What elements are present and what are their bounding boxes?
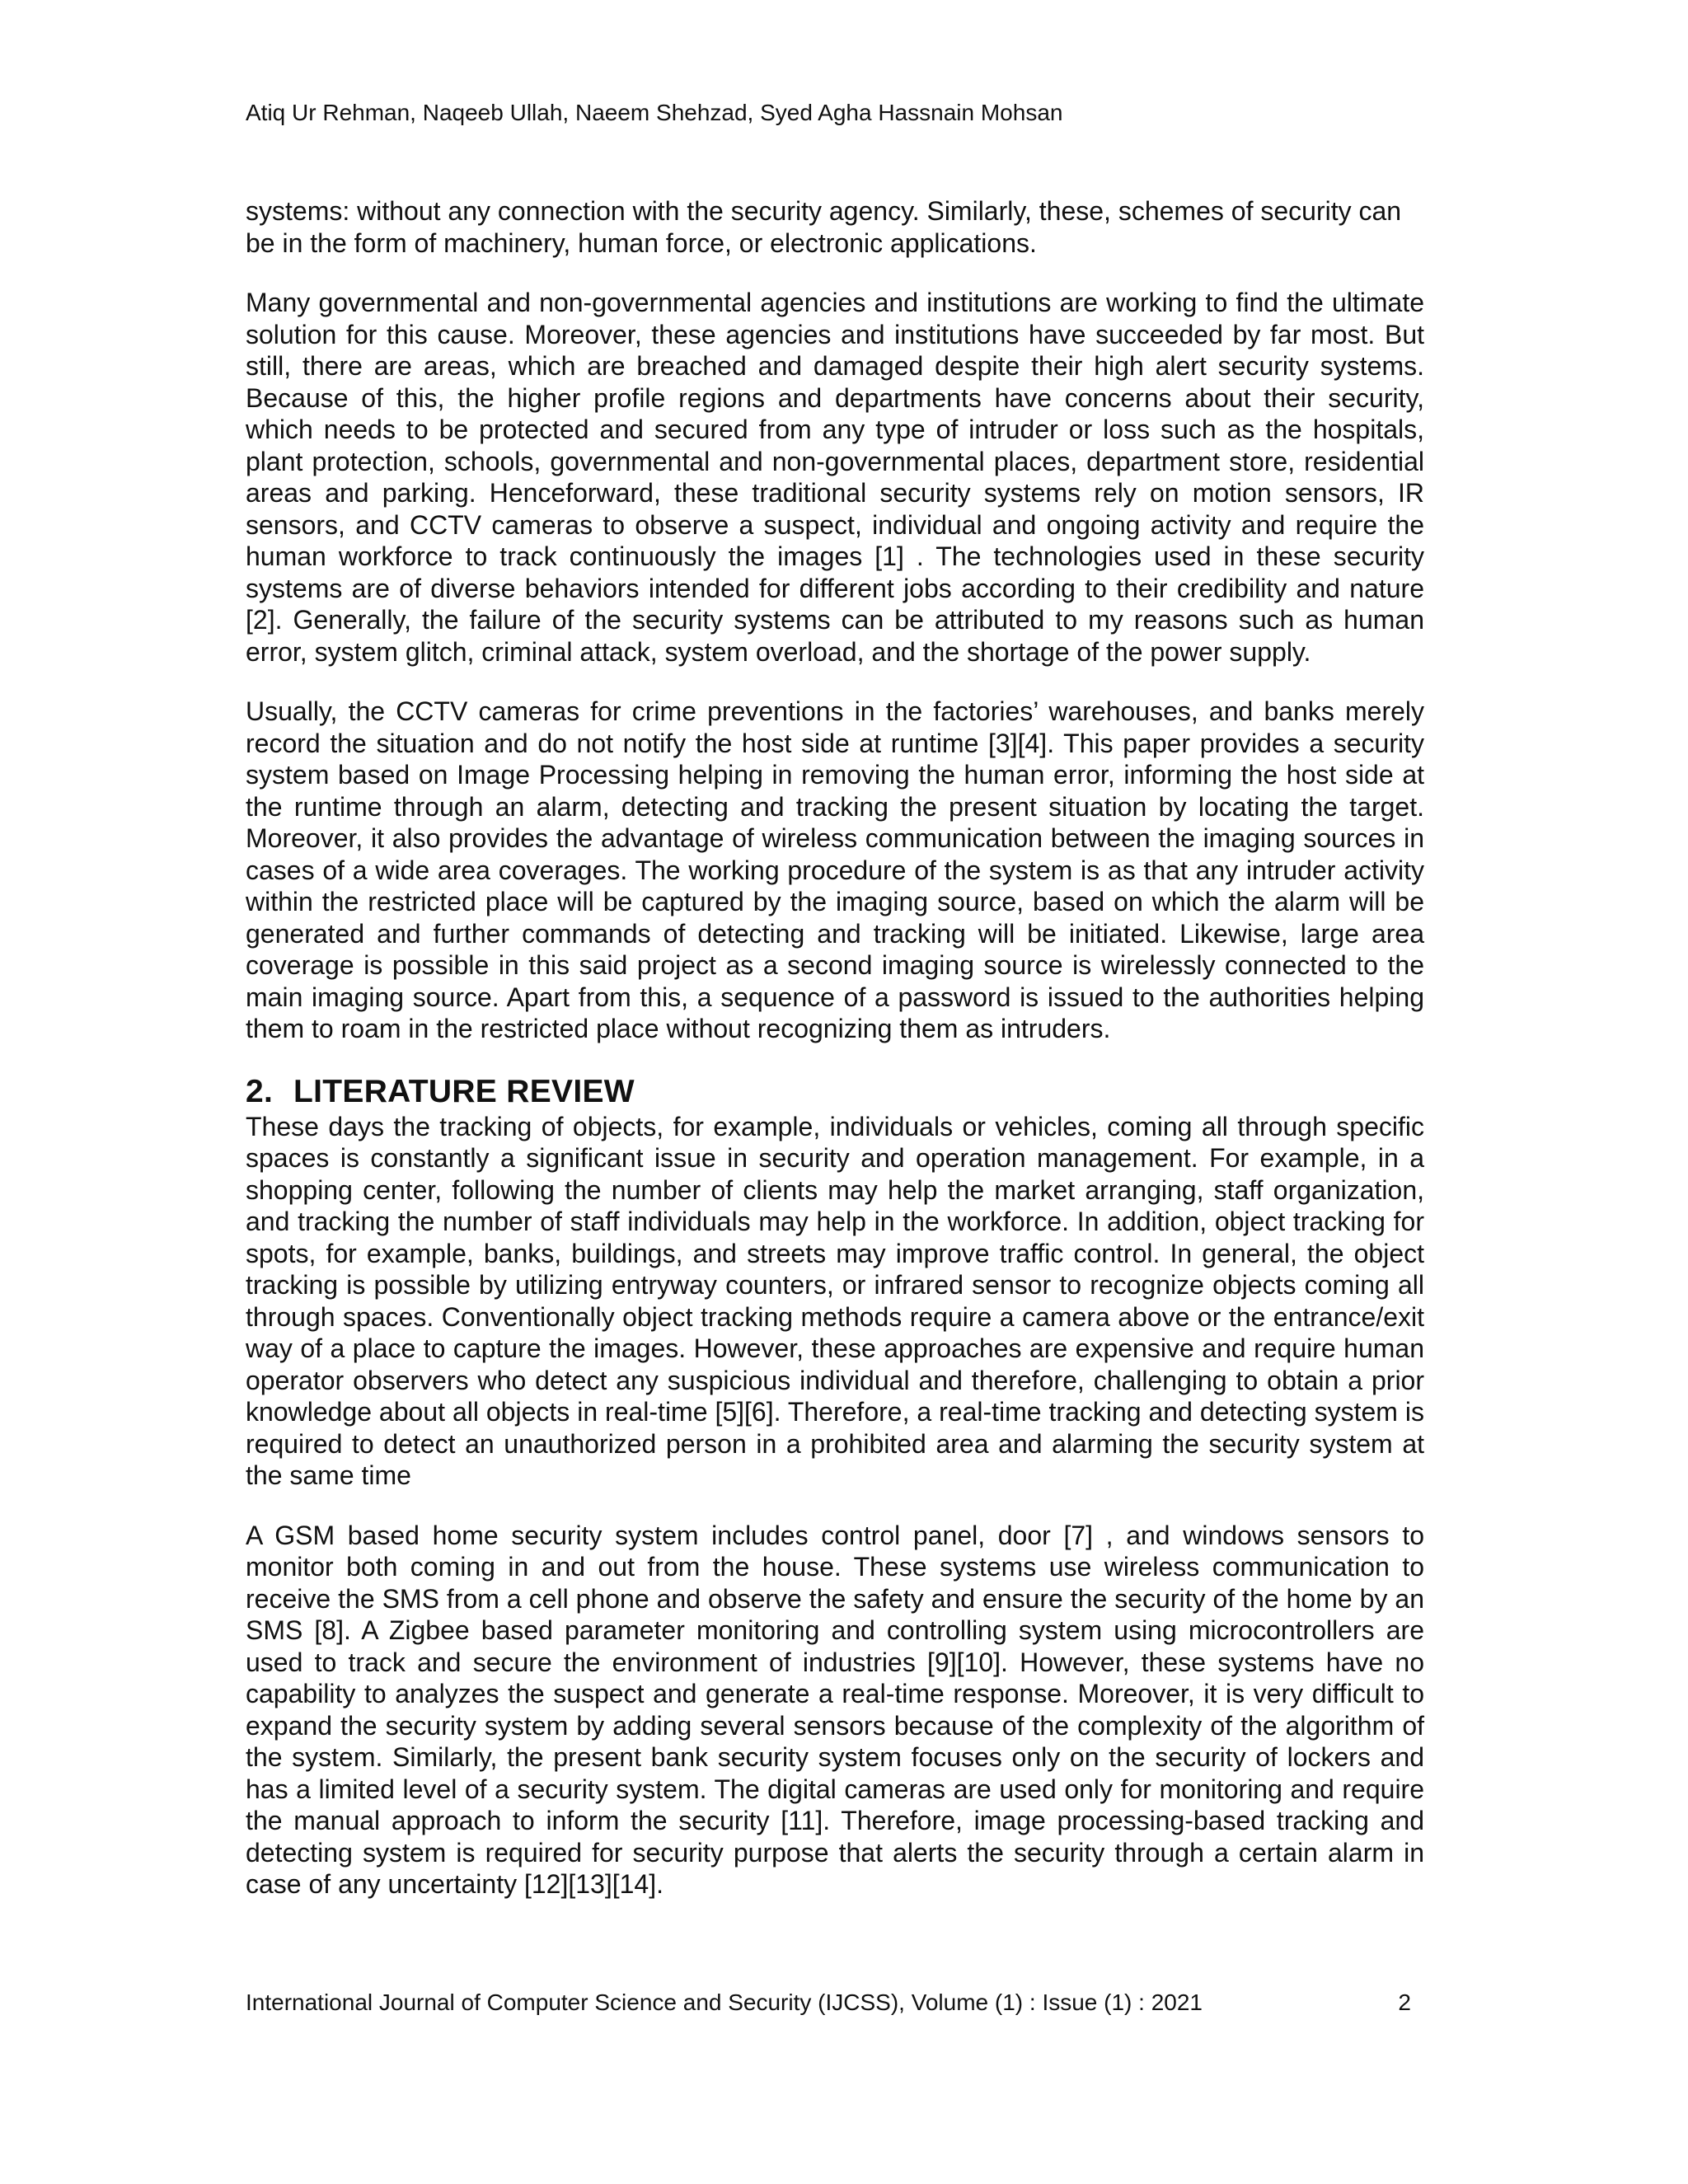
- section-heading: [246, 1073, 1424, 1111]
- paragraph-intro-2: Many governmental and non-governmental agencies and institutions are working to find the ultimate solution for this cause. Moreover, these agencies and institutions have succeeded by far most. But still, there are areas, which are breached and damaged despite their high alert security systems. Because of this, the higher profile regions and departments have concerns about their security, which needs to be protected and secured from any type of intruder or loss such as the hospitals, plant protection, schools, governmental and non-governmental places, department store, residential areas and parking. Henceforward, these traditional security systems rely on motion sensors, IR sensors, and CCTV cameras to observe a suspect, individual and ongoing activity and require the human workforce to track continuously the images [1] . The technologies used in these security systems are of diverse behaviors intended for different jobs according to their credibility and nature [2]. Generally, the failure of the security systems can be attributed to my reasons such as human error, system glitch, criminal attack, system overload, and the shortage of the power supply.: [246, 288, 1424, 667]
- running-header: [246, 99, 1062, 127]
- paragraph-intro-3: Usually, the CCTV cameras for crime preventions in the factories’ warehouses, and banks merely record the situation and do not notify the host side at runtime [3][4]. This paper provides a security system based on Image Processing helping in removing the human error, informing the host side at the runtime through an alarm, detecting and tracking the present situation by locating the target. Moreover, it also provides the advantage of wireless communication between the imaging sources in cases of a wide area coverages. The working procedure of the system is as that any intruder activity within the restricted place will be captured by the imaging source, based on which the alarm will be generated and further commands of detecting and tracking will be initiated. Likewise, large area coverage is possible in this said project as a second imaging source is wirelessly connected to the main imaging source. Apart from this, a sequence of a password is issued to the authorities helping them to roam in the restricted place without recognizing them as intruders.: [246, 696, 1424, 1043]
- section-title: LITERATURE REVIEW: [293, 1073, 635, 1109]
- paragraph-intro-1: systems: without any connection with the security agency. Similarly, these, schemes of security can be in the form of machinery, human force, or electronic applications.: [246, 196, 1402, 258]
- paragraph-section-2: A GSM based home security system includes control panel, door [7] , and windows sensors to monitor both coming in and out from the house. These systems use wireless communication to receive the SMS from a cell phone and observe the safety and ensure the security of the home by an SMS [8]. A Zigbee based parameter monitoring and controlling system using microcontrollers are used to track and secure the environment of industries [9][10]. However, these systems have no capability to analyzes the suspect and generate a real-time response. Moreover, it is very difficult to expand the security system by adding several sensors because of the complexity of the algorithm of the system. Similarly, the present bank security system focuses only on the security of lockers and has a limited level of a security system. The digital cameras are used only for monitoring and require the manual approach to inform the security [11]. Therefore, image processing-based tracking and detecting system is required for security purpose that alerts the security through a certain alarm in case of any uncertainty [12][13][14].: [246, 1520, 1424, 1899]
- header-authors: Atiq Ur Rehman, Naqeeb Ullah, Naeem Shehzad, Syed Agha Hassnain Mohsan: [246, 100, 1063, 125]
- page-number: 2: [1398, 1990, 1411, 2015]
- paragraph-section-1: These days the tracking of objects, for example, individuals or vehicles, coming all through specific spaces is constantly a significant issue in security and operation management. For example, in a shopping center, following the number of clients may help the market arranging, staff organization, and tracking the number of staff individuals may help in the workforce. In addition, object tracking for spots, for example, banks, buildings, and streets may improve traffic control. In general, the object tracking is possible by utilizing entryway counters, or infrared sensor to recognize objects coming all through spaces. Conventionally object tracking methods require a camera above or the entrance/exit way of a place to capture the images. However, these approaches are expensive and require human operator observers who detect any suspicious individual and therefore, challenging to obtain a prior knowledge about all objects in real-time [5][6]. Therefore, a real-time tracking and detecting system is required to detect an unauthorized person in a prohibited area and alarming the security system at the same time: [246, 1111, 1424, 1490]
- footer-journal: International Journal of Computer Science and Security (IJCSS), Volume (1) : Issue (1) : 2021: [246, 1990, 1203, 2015]
- page-body: [246, 195, 1424, 1929]
- section-number: 2.: [246, 1073, 274, 1109]
